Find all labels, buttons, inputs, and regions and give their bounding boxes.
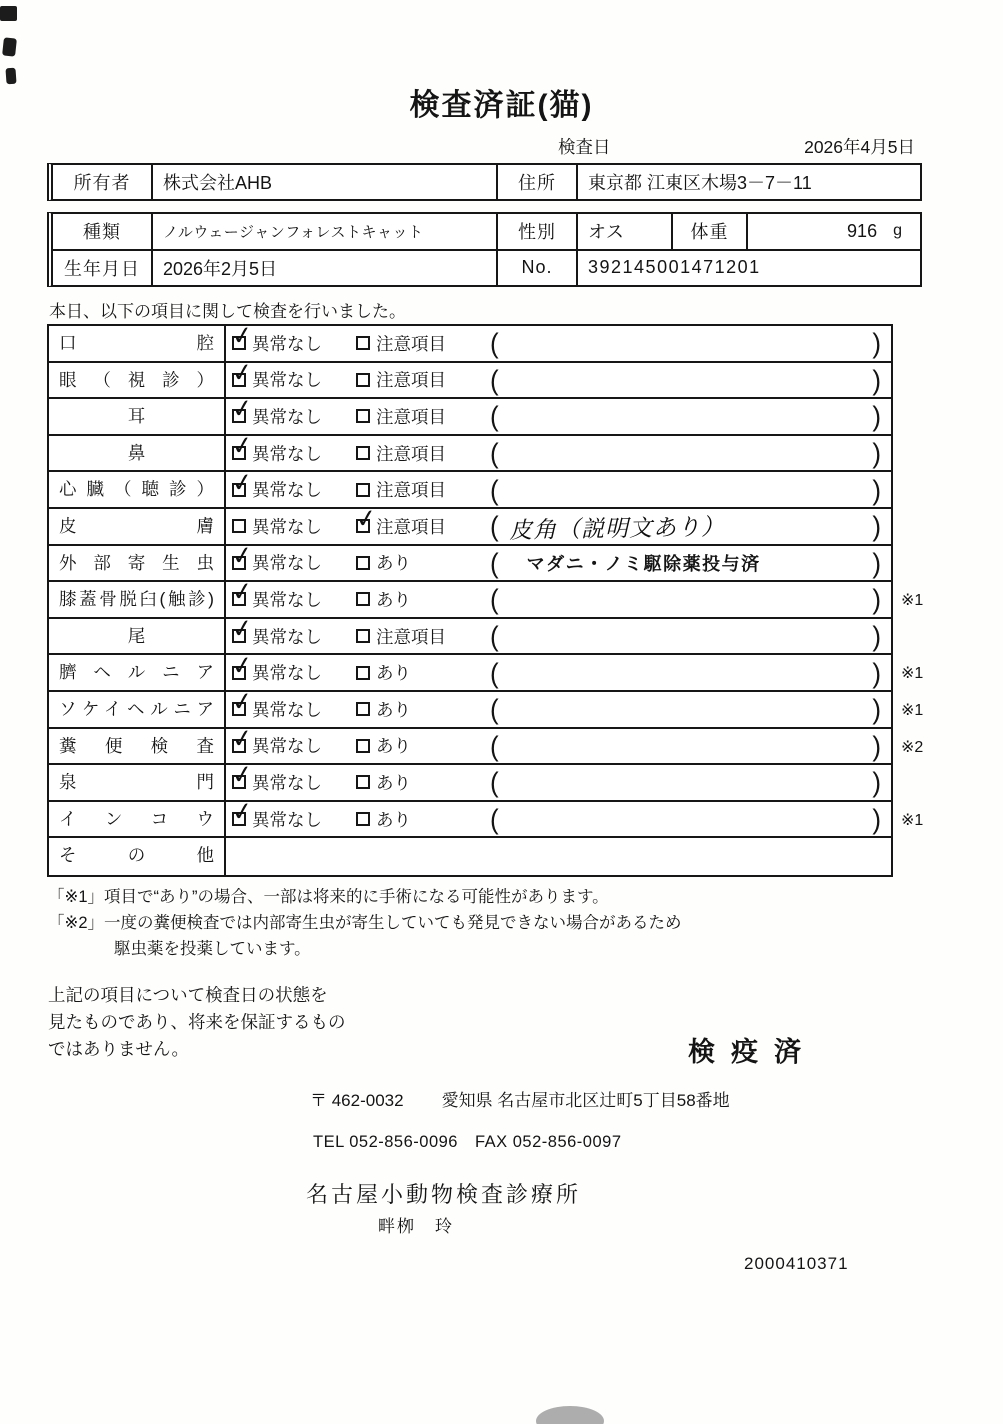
address-value: 東京都 江東区木場3－7－11 <box>576 165 920 199</box>
footnote-ref: ※1 <box>901 665 924 683</box>
paren-close: ) <box>872 803 881 835</box>
inspection-item-label: 心臓（聴診） <box>49 472 226 507</box>
pet-info-table <box>47 212 922 287</box>
inspection-row <box>49 686 924 729</box>
checkbox-attention[interactable] <box>356 446 370 460</box>
check-mark-icon: ✓ <box>230 394 255 425</box>
checkbox-attention[interactable] <box>356 483 370 497</box>
inspection-row <box>49 577 924 619</box>
option-attention <box>356 441 490 466</box>
check-mark-icon: ✓ <box>230 320 255 352</box>
inspection-row <box>49 430 891 473</box>
weight-value: 916 <box>847 220 878 241</box>
checkbox-attention[interactable] <box>356 409 370 423</box>
paren-open: ( <box>490 766 499 799</box>
paren-close: ) <box>872 400 881 433</box>
inspection-row <box>49 540 891 583</box>
paren-open: ( <box>490 400 499 433</box>
breed-value: ノルウェージャンフォレストキャット <box>151 214 496 249</box>
check-mark-icon: ✓ <box>230 760 255 791</box>
inspection-row-content <box>226 796 891 837</box>
checkbox-no-abnormality[interactable] <box>230 723 255 755</box>
option-attention-label: 注意項目 <box>376 443 446 464</box>
option-attention <box>356 550 490 575</box>
inspection-item-label: 耳 <box>49 399 226 434</box>
inspection-item-label: 鼻 <box>49 436 226 471</box>
inspection-item-label: 口腔 <box>49 326 226 361</box>
option-attention-label: 注意項目 <box>376 406 446 427</box>
checkbox-attention[interactable] <box>356 373 370 387</box>
option-no-abnormality-label: 異常なし <box>252 699 322 720</box>
sex-label: 性別 <box>496 214 576 249</box>
inspection-row-content <box>226 650 891 690</box>
option-no-abnormality <box>230 796 356 832</box>
option-attention-label: あり <box>376 772 411 793</box>
paren-close: ) <box>872 473 881 506</box>
checkbox-attention[interactable] <box>356 592 370 606</box>
checkbox-no-abnormality[interactable] <box>230 540 255 572</box>
checkbox-no-abnormality[interactable] <box>230 577 255 608</box>
paren-open: ( <box>490 803 499 835</box>
inspection-row-content <box>226 760 891 800</box>
inspection-row <box>49 838 891 875</box>
paren-open: ( <box>490 327 499 360</box>
option-attention <box>356 624 490 649</box>
owner-value: 株式会社AHB <box>151 165 496 199</box>
option-no-abnormality <box>232 514 356 539</box>
inspection-row <box>49 796 924 839</box>
check-mark-icon: ✓ <box>230 650 255 681</box>
owner-label: 所有者 <box>73 173 131 193</box>
inspection-date-value: 2026年4月5日 <box>804 137 915 157</box>
option-attention <box>356 733 490 758</box>
inspection-item-label: 泉門 <box>49 765 226 800</box>
weight-unit: g <box>893 222 902 240</box>
clinic-representative: 畔栁 玲 <box>378 1217 454 1236</box>
option-no-abnormality <box>230 394 356 429</box>
inspection-row <box>49 394 891 436</box>
paren-close: ) <box>872 620 881 652</box>
checkbox-attention[interactable] <box>356 336 370 350</box>
address-label: 住所 <box>496 165 576 199</box>
option-attention <box>356 807 490 832</box>
pet-row-breed <box>53 214 920 249</box>
inspection-row <box>49 503 891 546</box>
weight-label: 体重 <box>671 214 746 249</box>
option-no-abnormality-label: 異常なし <box>252 406 322 427</box>
paren-open: ( <box>490 583 499 616</box>
check-mark-icon: ✓ <box>230 686 255 718</box>
option-attention-label: 注意項目 <box>376 480 446 501</box>
paren-close: ) <box>872 656 881 689</box>
option-no-abnormality-label: 異常なし <box>252 736 322 757</box>
disclaimer-line-2: 見たものであり、将来を保証するもの <box>48 1012 346 1032</box>
paren-close: ) <box>872 437 881 469</box>
option-attention-label: あり <box>376 736 411 757</box>
checkbox-no-abnormality[interactable] <box>230 320 255 352</box>
option-attention-label: 注意項目 <box>376 516 446 537</box>
paren-close: ) <box>872 583 881 616</box>
remark-text: 皮角（説明文あり） <box>508 514 725 544</box>
checkbox-attention[interactable] <box>356 812 370 826</box>
check-mark-icon: ✓ <box>230 467 255 498</box>
option-attention <box>354 503 490 539</box>
pet-row-birth <box>53 249 920 286</box>
inspection-row <box>49 357 891 400</box>
option-attention-label: あり <box>376 663 411 684</box>
check-mark-icon: ✓ <box>230 796 255 828</box>
inspection-row-content <box>226 430 891 471</box>
option-attention <box>356 404 490 429</box>
disclaimer-text <box>48 982 346 1063</box>
document-title: 検査済証(猫) <box>409 89 594 122</box>
paren-open: ( <box>490 656 499 689</box>
inspection-item-label: 尾 <box>49 619 226 654</box>
remark-text: マダニ・ノミ駆除薬投与済 <box>526 553 761 574</box>
option-no-abnormality <box>230 760 356 795</box>
check-mark-icon: ✓ <box>354 503 379 535</box>
option-attention <box>356 770 490 795</box>
paren-open: ( <box>490 437 499 469</box>
paren-open: ( <box>490 730 499 762</box>
disclaimer-line-1: 上記の項目について検査日の状態を <box>48 985 328 1005</box>
footnote-ref: ※1 <box>901 811 924 829</box>
paren-open: ( <box>490 547 499 579</box>
option-no-abnormality-label: 異常なし <box>252 333 322 354</box>
inspection-item-label: 膝蓋骨脱臼(触診) <box>49 582 226 617</box>
inspection-row-content <box>226 320 891 361</box>
checkbox-attention[interactable] <box>356 666 370 680</box>
option-no-abnormality <box>230 467 356 502</box>
checkbox-no-abnormality[interactable] <box>230 394 255 425</box>
footnote-2-continued: 駆虫薬を投薬しています。 <box>114 940 311 958</box>
paren-close: ) <box>872 364 881 396</box>
certificate-no-value: 392145001471201 <box>576 251 920 286</box>
option-attention <box>356 587 490 612</box>
footnote-1: 「※1」項目で“あり”の場合、一部は将来的に手術になる可能性があります。 <box>48 888 609 906</box>
paren-open: ( <box>490 693 499 725</box>
option-attention <box>356 331 490 356</box>
footnote-ref: ※2 <box>901 738 924 756</box>
inspection-table <box>47 320 924 877</box>
option-no-abnormality <box>230 650 356 685</box>
option-no-abnormality-label: 異常なし <box>252 553 322 574</box>
inspection-row-content <box>226 394 891 434</box>
option-attention-label: あり <box>376 699 411 720</box>
option-no-abnormality-label: 異常なし <box>252 809 322 830</box>
birthdate-value: 2026年2月5日 <box>151 251 496 286</box>
checkbox-no-abnormality[interactable] <box>230 686 255 718</box>
option-no-abnormality <box>230 686 356 722</box>
check-mark-icon: ✓ <box>230 613 255 645</box>
owner-table <box>47 163 922 201</box>
checkbox-no-abnormality[interactable] <box>230 467 255 498</box>
inspection-row <box>49 467 891 509</box>
option-no-abnormality-label: 異常なし <box>252 663 322 684</box>
check-mark-icon: ✓ <box>230 430 255 462</box>
check-mark-icon: ✓ <box>230 577 255 608</box>
option-attention <box>356 697 490 722</box>
inspection-item-label: ソケイヘルニア <box>49 692 226 727</box>
scan-artifact <box>0 6 17 21</box>
option-no-abnormality-label: 異常なし <box>252 480 322 501</box>
inspection-date-label: 検査日 <box>558 137 611 157</box>
option-attention <box>356 477 490 502</box>
inspection-row-content <box>226 503 891 544</box>
checkbox-attention[interactable] <box>354 503 379 535</box>
paren-close: ) <box>872 327 881 360</box>
birthdate-label: 生年月日 <box>64 258 140 279</box>
inspection-item-label: 外部寄生虫 <box>49 546 226 581</box>
document-number: 2000410371 <box>744 1254 849 1273</box>
option-no-abnormality-label: 異常なし <box>252 443 322 464</box>
inspection-row-content <box>226 838 891 875</box>
inspection-item-label: インコウ <box>49 802 226 837</box>
inspection-row-content <box>226 540 891 581</box>
clinic-address-line <box>310 1086 730 1111</box>
sex-value: オス <box>576 214 671 249</box>
option-no-abnormality-label: 異常なし <box>252 772 322 793</box>
option-no-abnormality <box>230 577 356 612</box>
check-mark-icon: ✓ <box>230 540 255 572</box>
inspection-date-row <box>558 134 915 159</box>
option-no-abnormality <box>230 723 356 758</box>
checkbox-no-abnormality[interactable] <box>230 796 255 828</box>
inspection-row-content <box>226 686 891 727</box>
paren-open: ( <box>490 620 499 652</box>
checkbox-no-abnormality[interactable] <box>230 613 255 645</box>
option-no-abnormality <box>230 357 356 392</box>
footnote-ref: ※1 <box>901 701 924 719</box>
option-attention <box>356 660 490 685</box>
paren-close: ) <box>872 766 881 799</box>
checkbox-attention[interactable] <box>356 739 370 753</box>
clinic-address: 愛知県 名古屋市北区辻町5丁目58番地 <box>441 1091 730 1110</box>
paren-open: ( <box>490 510 499 543</box>
inspection-row-content <box>226 467 891 507</box>
scan-artifact <box>2 37 17 56</box>
option-no-abnormality <box>230 320 356 356</box>
footnotes <box>48 884 682 962</box>
option-attention-label: 注意項目 <box>376 370 446 391</box>
inspection-item-label: 皮膚 <box>49 509 226 544</box>
clinic-name: 名古屋小動物検査診療所 <box>306 1182 582 1207</box>
inspection-item-label: 眼（視診） <box>49 363 226 398</box>
paren-close: ) <box>872 693 881 725</box>
option-no-abnormality-label: 異常なし <box>252 589 322 610</box>
inspection-row <box>49 760 891 802</box>
paren-open: ( <box>490 364 499 396</box>
option-attention-label: 注意項目 <box>376 333 446 354</box>
option-no-abnormality-label: 異常なし <box>252 626 322 647</box>
paren-open: ( <box>490 473 499 506</box>
inspection-row-content <box>226 577 891 617</box>
paren-close: ) <box>872 510 881 543</box>
option-attention-label: 注意項目 <box>376 626 446 647</box>
paren-close: ) <box>872 547 881 579</box>
option-attention <box>356 367 490 392</box>
option-attention-label: あり <box>376 809 411 830</box>
check-mark-icon: ✓ <box>230 723 255 755</box>
option-no-abnormality-label: 異常なし <box>252 516 322 537</box>
inspection-row-content <box>226 613 891 654</box>
check-mark-icon: ✓ <box>230 357 255 389</box>
option-no-abnormality <box>230 430 356 466</box>
disclaimer-line-3: ではありません。 <box>48 1039 190 1059</box>
inspection-row-content <box>226 723 891 764</box>
inspection-item-label: その他 <box>49 838 226 875</box>
inspection-item-label: 糞便検査 <box>49 729 226 764</box>
footnote-ref: ※1 <box>901 592 924 610</box>
inspection-row <box>49 650 924 692</box>
checkbox-attention[interactable] <box>356 702 370 716</box>
intro-text: 本日、以下の項目に関して検査を行いました。 <box>49 302 406 321</box>
paren-close: ) <box>872 730 881 762</box>
checkbox-attention[interactable] <box>356 629 370 643</box>
option-no-abnormality-label: 異常なし <box>252 370 322 391</box>
checkbox-no-abnormality[interactable] <box>230 357 255 389</box>
footnote-2: 「※2」一度の糞便検査では内部寄生虫が寄生していても発見できない場合があるため <box>48 914 682 932</box>
inspection-row <box>49 723 924 766</box>
quarantine-stamp: 検疫済 <box>688 1037 817 1067</box>
scan-artifact <box>536 1406 604 1424</box>
checkbox-no-abnormality[interactable] <box>230 760 255 791</box>
breed-label: 種類 <box>83 222 121 243</box>
checkbox-attention[interactable] <box>356 775 370 789</box>
weight-value-cell <box>746 214 920 249</box>
inspection-item-label: 臍ヘルニア <box>49 655 226 690</box>
inspection-row <box>49 613 891 656</box>
inspection-row-content <box>226 357 891 398</box>
option-no-abnormality <box>230 540 356 575</box>
inspection-row <box>49 320 891 363</box>
certificate-no-label: No. <box>496 251 576 286</box>
checkbox-attention[interactable] <box>356 556 370 570</box>
checkbox-no-abnormality[interactable] <box>230 650 255 681</box>
clinic-tel-fax: TEL 052-856-0096 FAX 052-856-0097 <box>313 1133 622 1151</box>
option-attention-label: あり <box>376 589 411 610</box>
checkbox-no-abnormality[interactable] <box>232 519 246 533</box>
option-attention-label: あり <box>376 553 411 574</box>
clinic-postal-code: 〒 462-0032 <box>310 1091 404 1110</box>
checkbox-no-abnormality[interactable] <box>230 430 255 462</box>
option-no-abnormality <box>230 613 356 649</box>
